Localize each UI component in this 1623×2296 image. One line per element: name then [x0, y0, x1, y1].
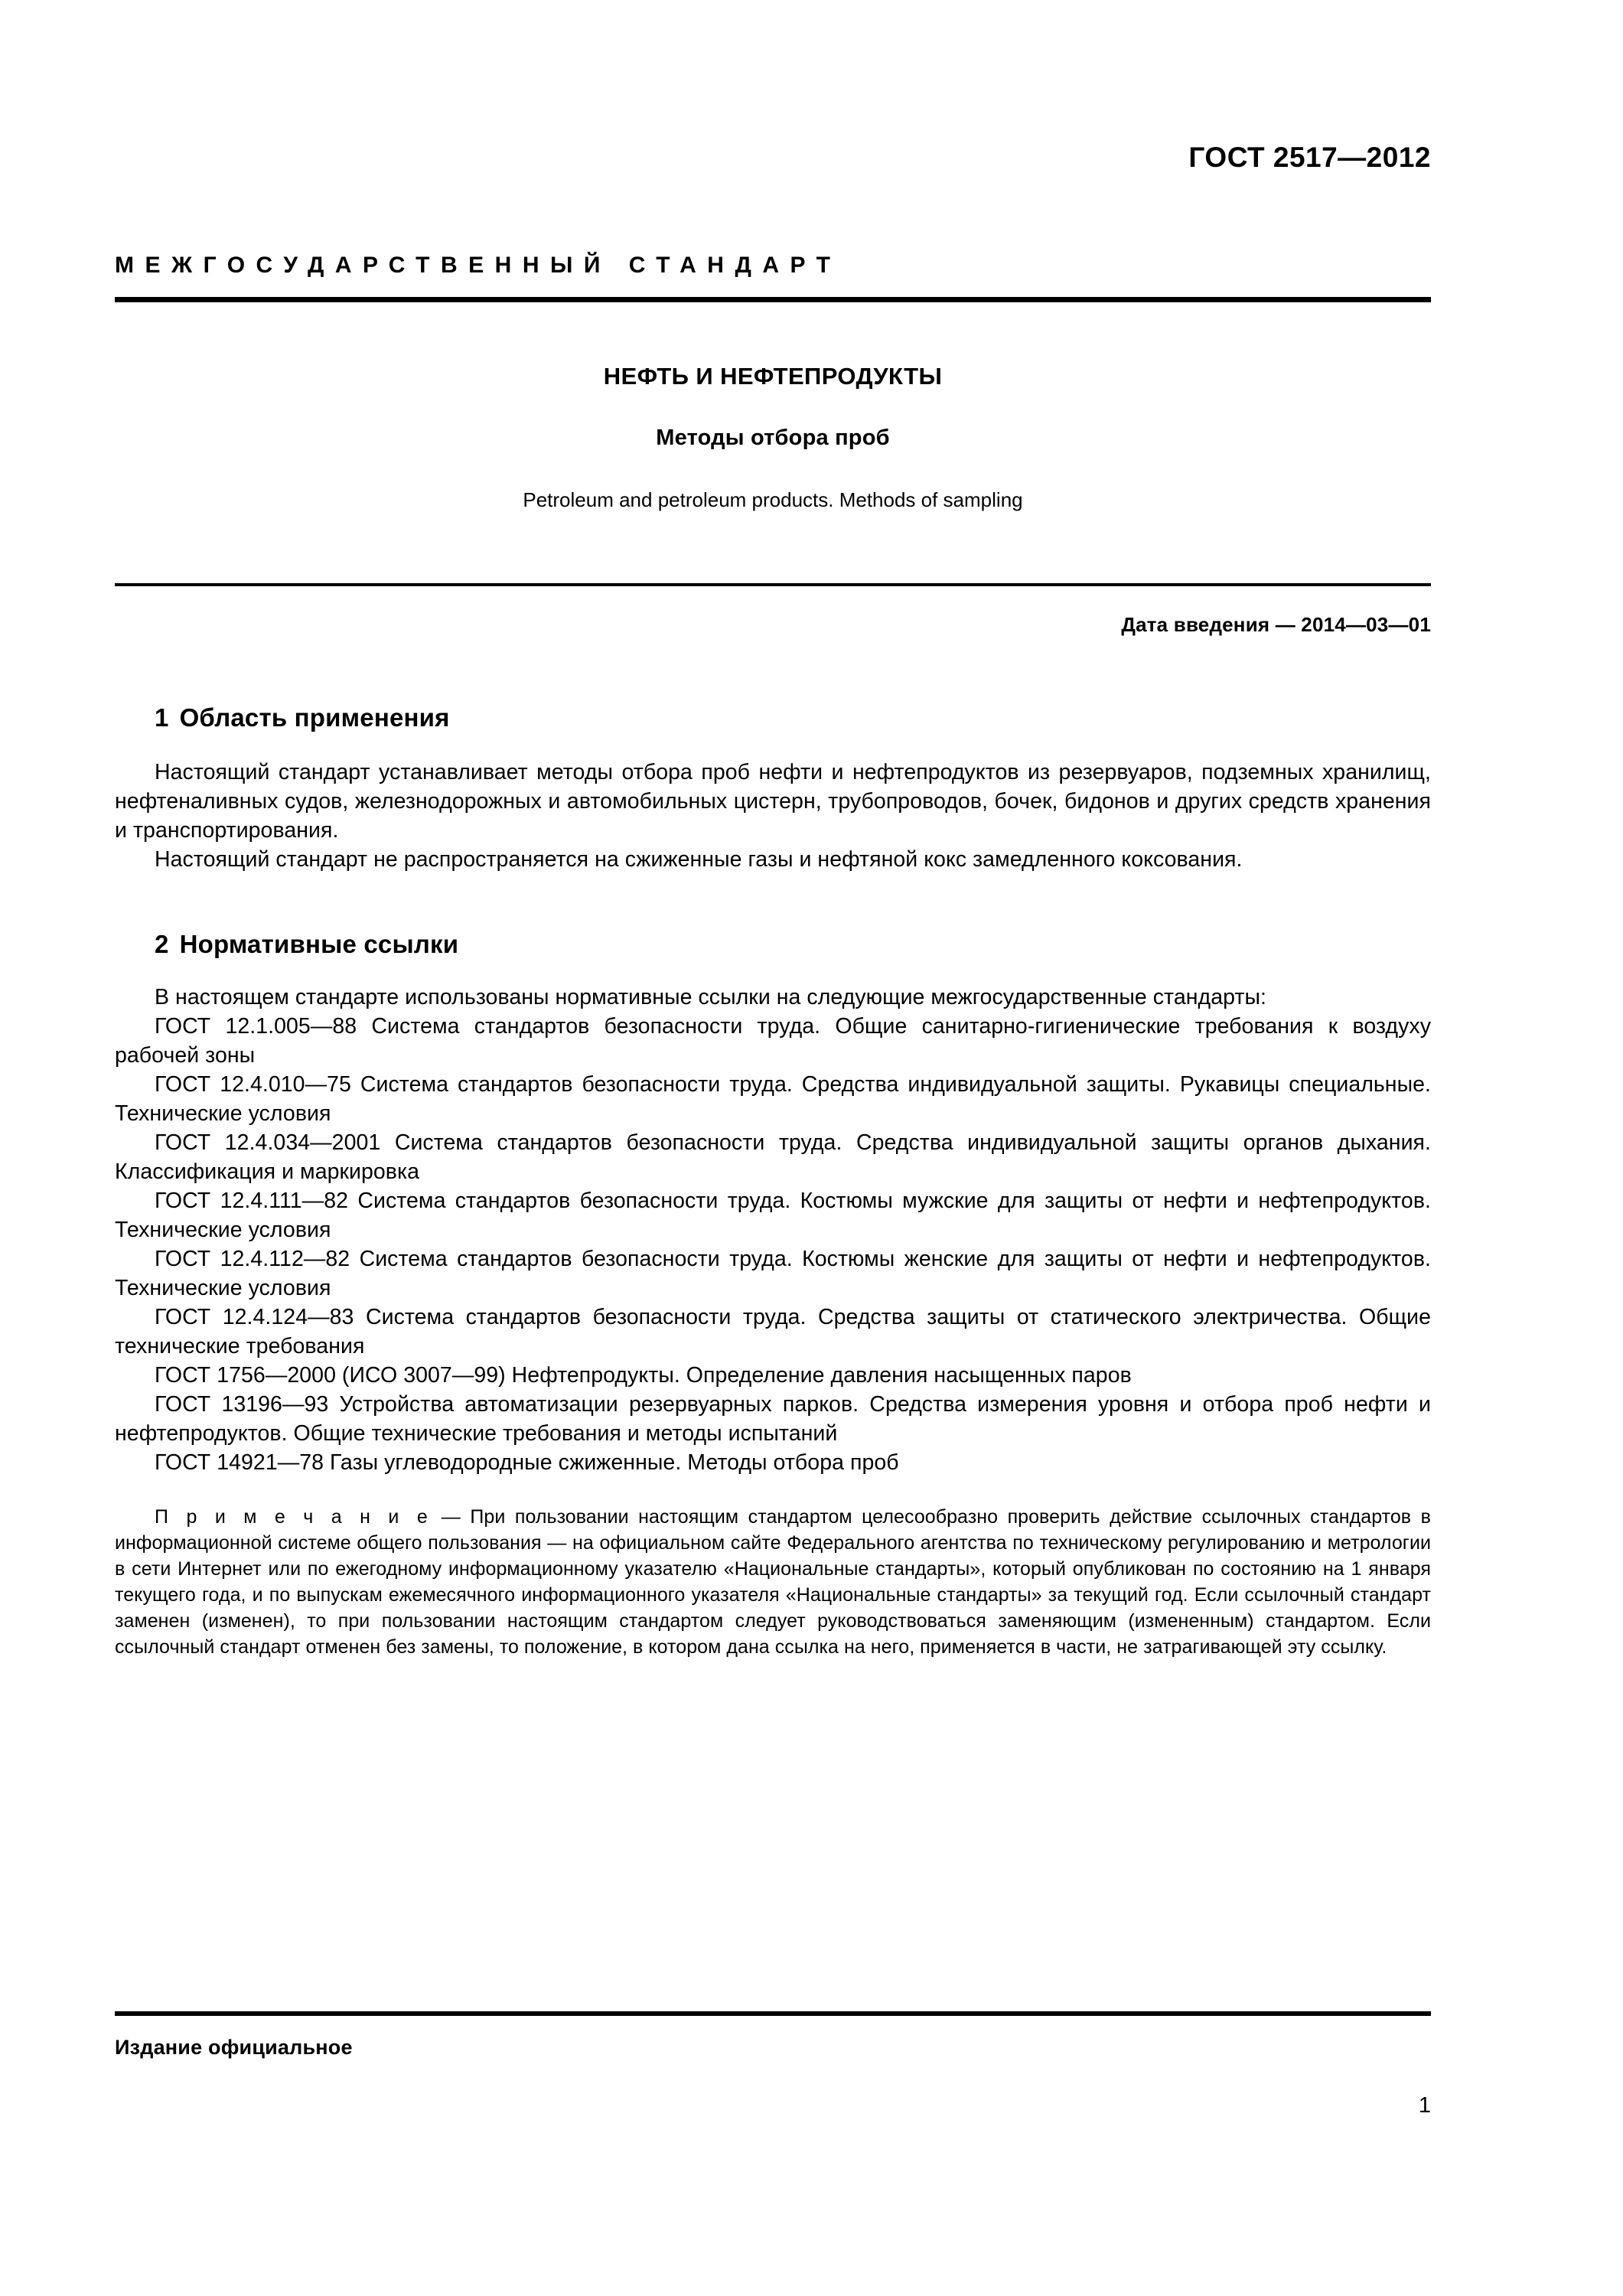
reference-item: ГОСТ 12.4.124—83 Система стандартов безопасности труда. Средства защиты от статического электричества. Общие технические требования — [115, 1305, 1431, 1359]
introduction-date: Дата введения — 2014—03—01 — [1121, 612, 1431, 636]
reference-item: ГОСТ 12.1.005—88 Система стандартов безопасности труда. Общие санитарно-гигиенические требования к воздуху рабочей зоны — [115, 1014, 1431, 1068]
section-2-number: 2 — [155, 930, 169, 959]
note-label: П р и м е ч а н и е — [155, 1506, 432, 1528]
page-number: 1 — [1418, 2093, 1431, 2118]
document-title-english: Petroleum and petroleum products. Methods of sampling — [523, 488, 1023, 511]
document-title: НЕФТЬ И НЕФТЕПРОДУКТЫ — [603, 362, 943, 390]
section-1-heading — [115, 703, 1431, 733]
title-block — [115, 362, 1431, 512]
section-2-body — [115, 983, 1431, 1660]
reference-item: ГОСТ 12.4.034—2001 Система стандартов безопасности труда. Средства индивидуальной защиты органов дыхания. Классификация и маркировка — [115, 1130, 1431, 1185]
section-2-title: Нормативные ссылки — [179, 930, 459, 959]
section-1-number: 1 — [155, 703, 169, 732]
document-subtitle: Методы отбора проб — [656, 425, 890, 450]
footer-rule — [115, 2011, 1431, 2016]
note-dash: — — [432, 1506, 471, 1528]
header-rule — [115, 297, 1431, 302]
reference-item: ГОСТ 12.4.010—75 Система стандартов безопасности труда. Средства индивидуальной защиты. Рукавицы специальные. Технические условия — [115, 1072, 1431, 1127]
reference-item: ГОСТ 13196—93 Устройства автоматизации резервуарных парков. Средства измерения уровня и отбора проб нефти и нефтепродуктов. Общие технические требования и методы испытаний — [115, 1392, 1431, 1446]
edition-note: Издание официальное — [115, 2036, 353, 2059]
title-rule-wrapper — [115, 583, 1431, 586]
reference-item: ГОСТ 14921—78 Газы углеводородные сжиженные. Методы отбора проб — [155, 1450, 899, 1476]
title-rule — [115, 583, 1431, 586]
section-2-heading — [115, 929, 1431, 960]
note-text: При пользовании настоящим стандартом целесообразно проверить действие ссылочных стандартов в информационной системе общего пользования — на официальном сайте Федерального агентства по техническому регулированию и метрологии в сети Интернет или по ежегодному информационному указателю «Национальные стандарты», который опубликован по состоянию на 1 января текущего года, и по выпускам ежемесячного информационного указателя «Национальные стандарты» за текущий год. Если ссылочный стандарт заменен (изменен), то при пользовании настоящим стандартом следует руководствоваться заменяющим (измененным) стандартом. Если ссылочный стандарт отменен без замены, то положение, в котором дана ссылка на него, применяется в части, не затрагивающей эту ссылку. — [115, 1506, 1431, 1658]
section-2-intro-paragraph: В настоящем стандарте использованы нормативные ссылки на следующие межгосударственные стандарты: — [155, 985, 1266, 1010]
section-1-paragraph-2: Настоящий стандарт не распространяется на сжиженные газы и нефтяной кокс замедленного коксования. — [155, 847, 1243, 872]
reference-item: ГОСТ 12.4.111—82 Система стандартов безопасности труда. Костюмы мужские для защиты от нефти и нефтепродуктов. Технические условия — [115, 1189, 1431, 1243]
normative-reference-list — [115, 1012, 1431, 1477]
interstate-standard-label: МЕЖГОСУДАРСТВЕННЫЙ СТАНДАРТ — [115, 252, 842, 278]
reference-item: ГОСТ 1756—2000 (ИСО 3007—99) Нефтепродукты. Определение давления насыщенных паров — [155, 1363, 1132, 1388]
section-1-title: Область применения — [179, 703, 450, 732]
normative-references-note — [115, 1504, 1431, 1660]
reference-item: ГОСТ 12.4.112—82 Система стандартов безопасности труда. Костюмы женские для защиты от нефти и нефтепродуктов. Технические условия — [115, 1247, 1431, 1301]
section-1-body — [115, 758, 1431, 874]
page-content-column — [115, 0, 1431, 2296]
standard-designation: ГОСТ 2517—2012 — [1188, 142, 1431, 173]
section-1-paragraph-1: Настоящий стандарт устанавливает методы отбора проб нефти и нефтепродуктов из резервуаров, подземных хранилищ, нефтеналивных судов, железнодорожных и автомобильных цистерн, трубопроводов, бочек, бидонов и других средств хранения и транспортирования. — [115, 760, 1431, 843]
